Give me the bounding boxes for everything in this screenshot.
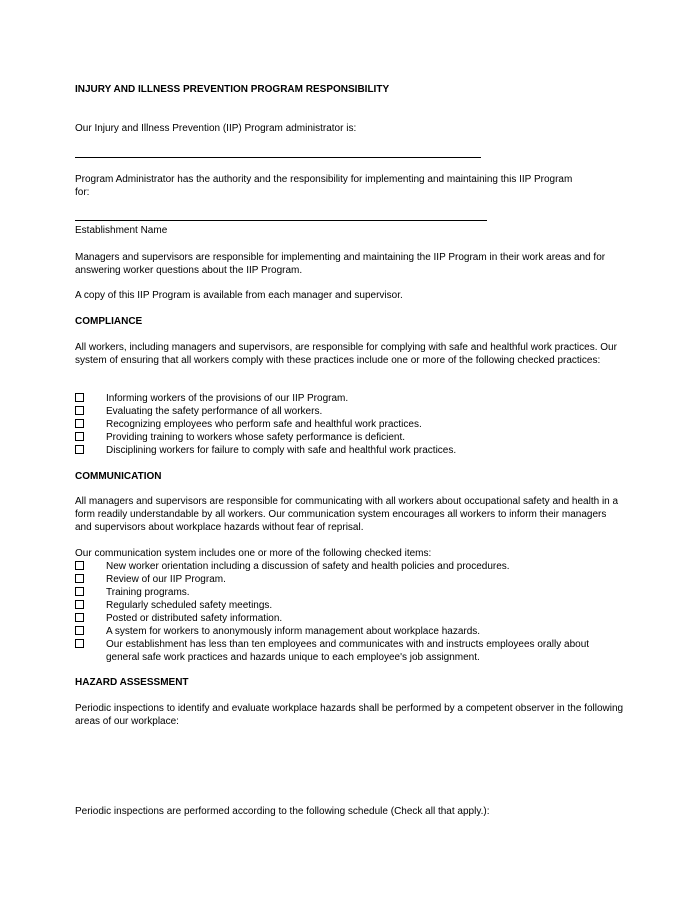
checklist-item bbox=[75, 586, 625, 599]
checklist-item bbox=[75, 431, 625, 444]
checkbox[interactable] bbox=[75, 626, 84, 635]
checklist-item bbox=[75, 392, 625, 405]
administrator-name-blank[interactable] bbox=[75, 157, 481, 158]
checklist-item bbox=[75, 405, 625, 418]
checkbox[interactable] bbox=[75, 587, 84, 596]
checkbox[interactable] bbox=[75, 445, 84, 454]
checkbox[interactable] bbox=[75, 432, 84, 441]
document-title: INJURY AND ILLNESS PREVENTION PROGRAM RESPONSIBILITY bbox=[75, 84, 390, 95]
checklist-item bbox=[75, 560, 625, 573]
inspection-schedule-text: Periodic inspections are performed according to the following schedule (Check all that apply.): bbox=[75, 806, 490, 817]
establishment-label: Establishment Name bbox=[75, 225, 168, 236]
checklist-item bbox=[75, 418, 625, 431]
checklist-item-label: Disciplining workers for failure to comply with safe and healthful work practices. bbox=[106, 445, 457, 456]
checkbox[interactable] bbox=[75, 574, 84, 583]
checklist-item-label: Regularly scheduled safety meetings. bbox=[106, 600, 273, 611]
checkbox[interactable] bbox=[75, 613, 84, 622]
checklist-item-label: Posted or distributed safety information. bbox=[106, 613, 283, 624]
hazard-assessment-heading: HAZARD ASSESSMENT bbox=[75, 677, 189, 688]
checklist-item-label: Review of our IIP Program. bbox=[106, 574, 226, 585]
checkbox[interactable] bbox=[75, 393, 84, 402]
compliance-intro: All workers, including managers and supervisors, are responsible for complying with safe and healthful work practices. Our system of ensuring that all workers comply with these practices include one or more of the following checked practices: bbox=[75, 342, 617, 366]
hazard-intro: Periodic inspections to identify and evaluate workplace hazards shall be performed by a competent observer in the following areas of our workplace: bbox=[75, 703, 624, 727]
checkbox[interactable] bbox=[75, 406, 84, 415]
checklist-item bbox=[75, 573, 625, 586]
communication-heading: COMMUNICATION bbox=[75, 471, 162, 482]
checklist-item bbox=[75, 444, 625, 457]
checklist-item-label: New worker orientation including a discussion of safety and health policies and procedures. bbox=[106, 561, 510, 572]
authority-text: Program Administrator has the authority and the responsibility for implementing and maintaining this IIP Program for: bbox=[75, 174, 573, 198]
managers-text: Managers and supervisors are responsible for implementing and maintaining the IIP Program in their work areas and for answering worker questions about the IIP Program. bbox=[75, 252, 606, 276]
checkbox[interactable] bbox=[75, 419, 84, 428]
admin-intro-text: Our Injury and Illness Prevention (IIP) Program administrator is: bbox=[75, 123, 357, 134]
checklist-item bbox=[75, 612, 625, 625]
checklist-item-label: Recognizing employees who perform safe and healthful work practices. bbox=[106, 419, 422, 430]
checklist-item-label: Providing training to workers whose safety performance is deficient. bbox=[106, 432, 406, 443]
checkbox[interactable] bbox=[75, 600, 84, 609]
checklist-item bbox=[75, 625, 625, 638]
checkbox[interactable] bbox=[75, 639, 84, 648]
compliance-heading: COMPLIANCE bbox=[75, 316, 143, 327]
compliance-checklist bbox=[75, 392, 625, 457]
communication-checklist bbox=[75, 560, 625, 664]
checklist-item-label: Our establishment has less than ten employees and communicates with and instructs employees orally about general safe work practices and hazards unique to each employee's job assignment. bbox=[106, 639, 590, 663]
copy-availability-text: A copy of this IIP Program is available from each manager and supervisor. bbox=[75, 290, 403, 301]
establishment-name-blank[interactable] bbox=[75, 220, 487, 221]
checklist-item bbox=[75, 638, 625, 664]
checklist-item-label: Evaluating the safety performance of all workers. bbox=[106, 406, 323, 417]
checklist-item-label: Informing workers of the provisions of our IIP Program. bbox=[106, 393, 349, 404]
communication-intro: All managers and supervisors are responsible for communicating with all workers about occupational safety and health in a form readily understandable by all workers. Our communication system encourages all workers to inform their managers and supervisors about workplace hazards without fear of reprisal. bbox=[75, 496, 619, 533]
checklist-item-label: Training programs. bbox=[106, 587, 190, 598]
communication-list-intro: Our communication system includes one or more of the following checked items: bbox=[75, 548, 432, 559]
checklist-item-label: A system for workers to anonymously inform management about workplace hazards. bbox=[106, 626, 481, 637]
checkbox[interactable] bbox=[75, 561, 84, 570]
checklist-item bbox=[75, 599, 625, 612]
